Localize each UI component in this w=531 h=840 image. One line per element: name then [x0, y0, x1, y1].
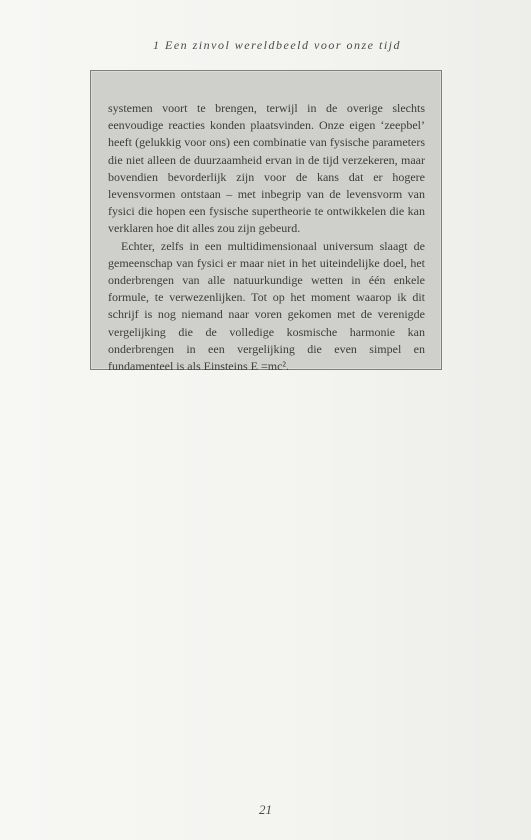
- shaded-text-box: [90, 70, 442, 374]
- box-paragraph-1: systemen voort te brengen, terwijl in de overige slechts eenvoudige reacties konden plaatsvinden. Onze eigen ‘zeepbel’ heeft (gelukkig voor ons) een combinatie van fysische parameters die niet alleen de duurzaamheid ervan in de tijd verzekeren, maar bovendien bevorderlijk zijn voor de kans dat er hogere levensvormen ontstaan – met inbegrip van de levensvorm van fysici die hopen een fysische supertheorie te ontwikkelen die kan verklaren hoe dit alles zou zijn gebeurd.: [108, 101, 425, 236]
- running-head: 1 Een zinvol wereldbeeld voor onze tijd: [152, 38, 401, 52]
- box-paragraph-2: Echter, zelfs in een multidimensionaal universum slaagt de gemeenschap van fysici er maar niet in het uiteindelijke doel, het onderbrengen van alle natuurkundige wetten in één enkele formule, te verwezenlijken. Tot op het moment waarop ik dit schrijf is nog niemand naar voren gekomen met de verenigde vergelijking die de volledige kosmische harmonie kan onderbrengen in een vergelijking die even simpel en fundamenteel is als Einsteins E =mc².: [108, 238, 425, 374]
- page-number: 21: [259, 802, 272, 817]
